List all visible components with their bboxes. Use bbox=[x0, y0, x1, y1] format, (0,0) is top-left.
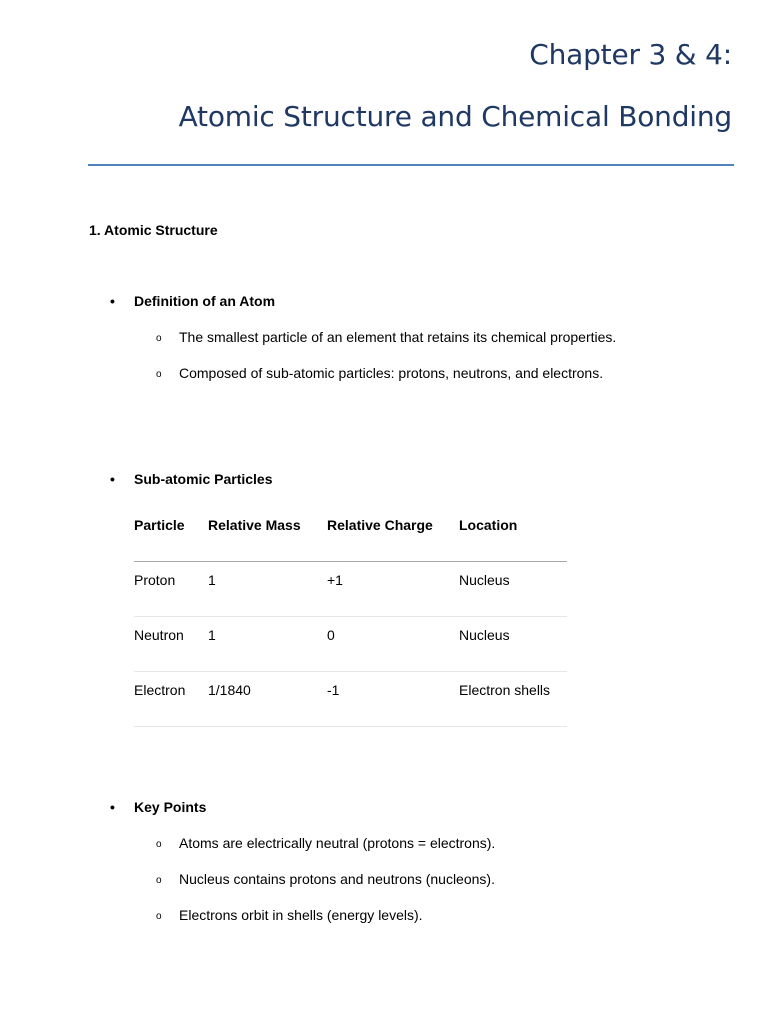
table-cell: Electron bbox=[134, 671, 208, 726]
circle-bullet-icon: o bbox=[156, 839, 162, 850]
sub-bullet-text: Electrons orbit in shells (energy levels). bbox=[179, 907, 423, 923]
bullet-heading: Definition of an Atom bbox=[134, 293, 276, 309]
table-row bbox=[134, 671, 567, 726]
sub-bullet bbox=[156, 365, 603, 381]
particles-table bbox=[134, 506, 567, 727]
table-row bbox=[134, 616, 567, 671]
bullet-definition bbox=[110, 293, 275, 309]
table-cell: 1/1840 bbox=[208, 671, 327, 726]
table-cell: 0 bbox=[327, 616, 459, 671]
sub-bullet bbox=[156, 871, 495, 887]
sub-bullet bbox=[156, 907, 423, 923]
table-cell: Electron shells bbox=[459, 671, 567, 726]
section-heading: 1. Atomic Structure bbox=[89, 222, 218, 238]
bullet-heading: Sub-atomic Particles bbox=[134, 471, 273, 487]
circle-bullet-icon: o bbox=[156, 333, 162, 344]
table-cell: Neutron bbox=[134, 616, 208, 671]
table-header-row bbox=[134, 506, 567, 561]
circle-bullet-icon: o bbox=[156, 369, 162, 380]
table-cell: Nucleus bbox=[459, 561, 567, 616]
table-row bbox=[134, 561, 567, 616]
column-header: Relative Charge bbox=[327, 506, 459, 561]
title-divider bbox=[88, 164, 734, 166]
circle-bullet-icon: o bbox=[156, 911, 162, 922]
sub-bullet bbox=[156, 329, 616, 345]
table-cell: -1 bbox=[327, 671, 459, 726]
table-cell: Nucleus bbox=[459, 616, 567, 671]
circle-bullet-icon: o bbox=[156, 875, 162, 886]
bullet-dot-icon: • bbox=[110, 799, 115, 815]
column-header: Location bbox=[459, 506, 567, 561]
column-header: Particle bbox=[134, 506, 208, 561]
sub-bullet-text: Nucleus contains protons and neutrons (nucleons). bbox=[179, 871, 495, 887]
table-cell: 1 bbox=[208, 561, 327, 616]
sub-bullet-text: The smallest particle of an element that retains its chemical properties. bbox=[179, 329, 617, 345]
sub-bullet bbox=[156, 835, 495, 851]
chapter-title: Chapter 3 & 4: bbox=[529, 38, 732, 71]
column-header: Relative Mass bbox=[208, 506, 327, 561]
table-cell: 1 bbox=[208, 616, 327, 671]
bullet-dot-icon: • bbox=[110, 471, 115, 487]
bullet-heading: Key Points bbox=[134, 799, 207, 815]
bullet-dot-icon: • bbox=[110, 293, 115, 309]
table-cell: Proton bbox=[134, 561, 208, 616]
sub-bullet-text: Composed of sub-atomic particles: protons, neutrons, and electrons. bbox=[179, 365, 604, 381]
bullet-subatomic bbox=[110, 471, 273, 487]
sub-bullet-text: Atoms are electrically neutral (protons = electrons). bbox=[179, 835, 496, 851]
chapter-subtitle: Atomic Structure and Chemical Bonding bbox=[178, 100, 732, 133]
bullet-key-points bbox=[110, 799, 206, 815]
table-cell: +1 bbox=[327, 561, 459, 616]
